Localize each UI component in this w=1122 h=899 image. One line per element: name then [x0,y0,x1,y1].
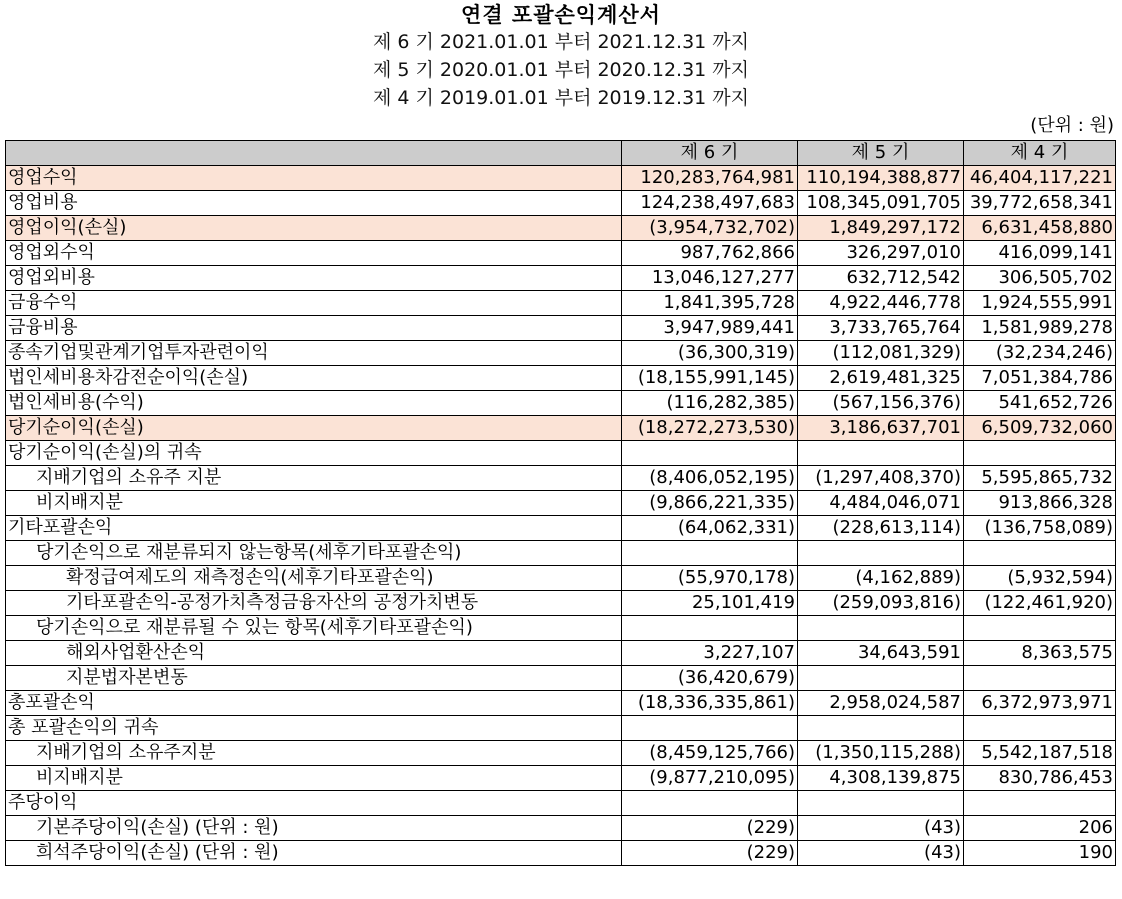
row-label: 확정급여제도의 재측정손익(세후기타포괄손익) [6,566,622,591]
row-value-5: 2,958,024,587 [798,691,964,716]
row-label: 법인세비용차감전순이익(손실) [6,366,622,391]
row-label: 해외사업환산손익 [6,641,622,666]
statement-title: 연결 포괄손익계산서 [461,3,661,27]
row-value-5: 3,733,765,764 [798,316,964,341]
table-row [6,516,1116,541]
row-label: 기본주당이익(손실) (단위 : 원) [6,816,622,841]
table-row [6,716,1116,741]
row-value-4: 6,509,732,060 [964,416,1116,441]
unit-label: (단위 : 원) [1030,115,1114,136]
row-value-5: 4,308,139,875 [798,766,964,791]
row-value-5: 1,849,297,172 [798,216,964,241]
row-label: 당기순이익(손실)의 귀속 [6,441,622,466]
row-label: 지배기업의 소유주지분 [6,741,622,766]
row-value-6: (55,970,178) [622,566,798,591]
row-value-4 [964,616,1116,641]
row-value-5: (1,350,115,288) [798,741,964,766]
row-value-5 [798,541,964,566]
row-value-5: 2,619,481,325 [798,366,964,391]
row-value-5: (43) [798,816,964,841]
row-value-5: 4,484,046,071 [798,491,964,516]
row-value-4: 913,866,328 [964,491,1116,516]
row-label: 금융수익 [6,291,622,316]
row-value-6: (64,062,331) [622,516,798,541]
column-header-6: 제 6 기 [622,141,798,166]
row-value-6: (3,954,732,702) [622,216,798,241]
row-label: 총포괄손익 [6,691,622,716]
row-value-6: 25,101,419 [622,591,798,616]
row-value-6: 3,227,107 [622,641,798,666]
table-row [6,416,1116,441]
row-label: 영업수익 [6,166,622,191]
row-label: 기타포괄손익 [6,516,622,541]
row-value-4 [964,441,1116,466]
row-value-6: (18,155,991,145) [622,366,798,391]
row-value-5 [798,616,964,641]
table-row [6,316,1116,341]
row-label: 금융비용 [6,316,622,341]
row-value-5: (567,156,376) [798,391,964,416]
row-value-4 [964,666,1116,691]
row-value-5: 632,712,542 [798,266,964,291]
table-row [6,241,1116,266]
row-value-6: 120,283,764,981 [622,166,798,191]
row-value-4: 39,772,658,341 [964,191,1116,216]
row-value-6 [622,616,798,641]
table-row [6,266,1116,291]
row-value-4 [964,791,1116,816]
table-row [6,466,1116,491]
table-row [6,441,1116,466]
row-value-4: 1,581,989,278 [964,316,1116,341]
row-value-4: 6,372,973,971 [964,691,1116,716]
row-label: 비지배지분 [6,491,622,516]
period-line-4: 제 4 기 2019.01.01 부터 2019.12.31 까지 [372,87,750,109]
table-row [6,741,1116,766]
row-value-6: (116,282,385) [622,391,798,416]
row-value-6: 987,762,866 [622,241,798,266]
row-value-5: (4,162,889) [798,566,964,591]
row-label: 영업비용 [6,191,622,216]
row-value-4: 206 [964,816,1116,841]
row-value-5: (43) [798,841,964,866]
table-row [6,641,1116,666]
row-value-4: 830,786,453 [964,766,1116,791]
row-value-4: (32,234,246) [964,341,1116,366]
row-value-5: 34,643,591 [798,641,964,666]
table-row [6,691,1116,716]
row-label: 비지배지분 [6,766,622,791]
table-row [6,191,1116,216]
table-row [6,366,1116,391]
row-value-4 [964,716,1116,741]
table-body [6,166,1116,866]
row-value-4: (122,461,920) [964,591,1116,616]
row-value-4: (136,758,089) [964,516,1116,541]
row-value-5: 110,194,388,877 [798,166,964,191]
row-value-6: (229) [622,816,798,841]
row-value-4 [964,541,1116,566]
row-label: 종속기업및관계기업투자관련이익 [6,341,622,366]
row-value-6: (18,336,335,861) [622,691,798,716]
row-value-4: (5,932,594) [964,566,1116,591]
row-value-5 [798,791,964,816]
table-header-row [6,141,1116,166]
table-row [6,291,1116,316]
table-row [6,491,1116,516]
table-row [6,541,1116,566]
row-label: 기타포괄손익-공정가치측정금융자산의 공정가치변동 [6,591,622,616]
table-row [6,791,1116,816]
row-value-6: 124,238,497,683 [622,191,798,216]
row-value-4: 46,404,117,221 [964,166,1116,191]
row-value-5 [798,716,964,741]
row-label: 희석주당이익(손실) (단위 : 원) [6,841,622,866]
row-value-6 [622,441,798,466]
row-value-6: 1,841,395,728 [622,291,798,316]
row-value-6 [622,716,798,741]
row-value-6 [622,541,798,566]
row-label: 영업외수익 [6,241,622,266]
row-value-5: 326,297,010 [798,241,964,266]
row-label: 총 포괄손익의 귀속 [6,716,622,741]
table-row [6,166,1116,191]
row-value-6 [622,791,798,816]
row-value-6: (18,272,273,530) [622,416,798,441]
table-row [6,591,1116,616]
row-value-5 [798,441,964,466]
row-value-6: (9,866,221,335) [622,491,798,516]
column-header-5: 제 5 기 [798,141,964,166]
table-row [6,216,1116,241]
row-label: 지분법자본변동 [6,666,622,691]
row-value-5: 108,345,091,705 [798,191,964,216]
row-value-4: 541,652,726 [964,391,1116,416]
row-value-5: (259,093,816) [798,591,964,616]
row-label: 당기손익으로 재분류되지 않는항목(세후기타포괄손익) [6,541,622,566]
row-value-6: (8,406,052,195) [622,466,798,491]
table-row [6,841,1116,866]
column-header-4: 제 4 기 [964,141,1116,166]
table-row [6,616,1116,641]
table-row [6,666,1116,691]
row-value-6: (229) [622,841,798,866]
row-label: 당기손익으로 재분류될 수 있는 항목(세후기타포괄손익) [6,616,622,641]
row-label: 지배기업의 소유주 지분 [6,466,622,491]
row-value-4: 7,051,384,786 [964,366,1116,391]
row-value-4: 306,505,702 [964,266,1116,291]
row-label: 영업이익(손실) [6,216,622,241]
row-value-6: (8,459,125,766) [622,741,798,766]
row-label: 당기순이익(손실) [6,416,622,441]
row-value-4: 1,924,555,991 [964,291,1116,316]
table-row [6,766,1116,791]
row-value-4: 5,542,187,518 [964,741,1116,766]
row-value-6: (36,300,319) [622,341,798,366]
row-value-4: 6,631,458,880 [964,216,1116,241]
row-value-6: (36,420,679) [622,666,798,691]
table-row [6,816,1116,841]
period-line-6: 제 6 기 2021.01.01 부터 2021.12.31 까지 [372,31,750,53]
row-value-5: 3,186,637,701 [798,416,964,441]
row-value-5: (228,613,114) [798,516,964,541]
row-label: 법인세비용(수익) [6,391,622,416]
table-row [6,566,1116,591]
row-label: 영업외비용 [6,266,622,291]
period-line-5: 제 5 기 2020.01.01 부터 2020.12.31 까지 [372,59,750,81]
header-label-cell [6,141,622,166]
row-value-6: 13,046,127,277 [622,266,798,291]
row-label: 주당이익 [6,791,622,816]
row-value-5: (1,297,408,370) [798,466,964,491]
row-value-6: (9,877,210,095) [622,766,798,791]
row-value-4: 5,595,865,732 [964,466,1116,491]
row-value-4: 8,363,575 [964,641,1116,666]
row-value-5: 4,922,446,778 [798,291,964,316]
row-value-5 [798,666,964,691]
row-value-5: (112,081,329) [798,341,964,366]
row-value-4: 416,099,141 [964,241,1116,266]
table-row [6,341,1116,366]
income-statement-table [5,140,1116,866]
table-row [6,391,1116,416]
row-value-6: 3,947,989,441 [622,316,798,341]
row-value-4: 190 [964,841,1116,866]
